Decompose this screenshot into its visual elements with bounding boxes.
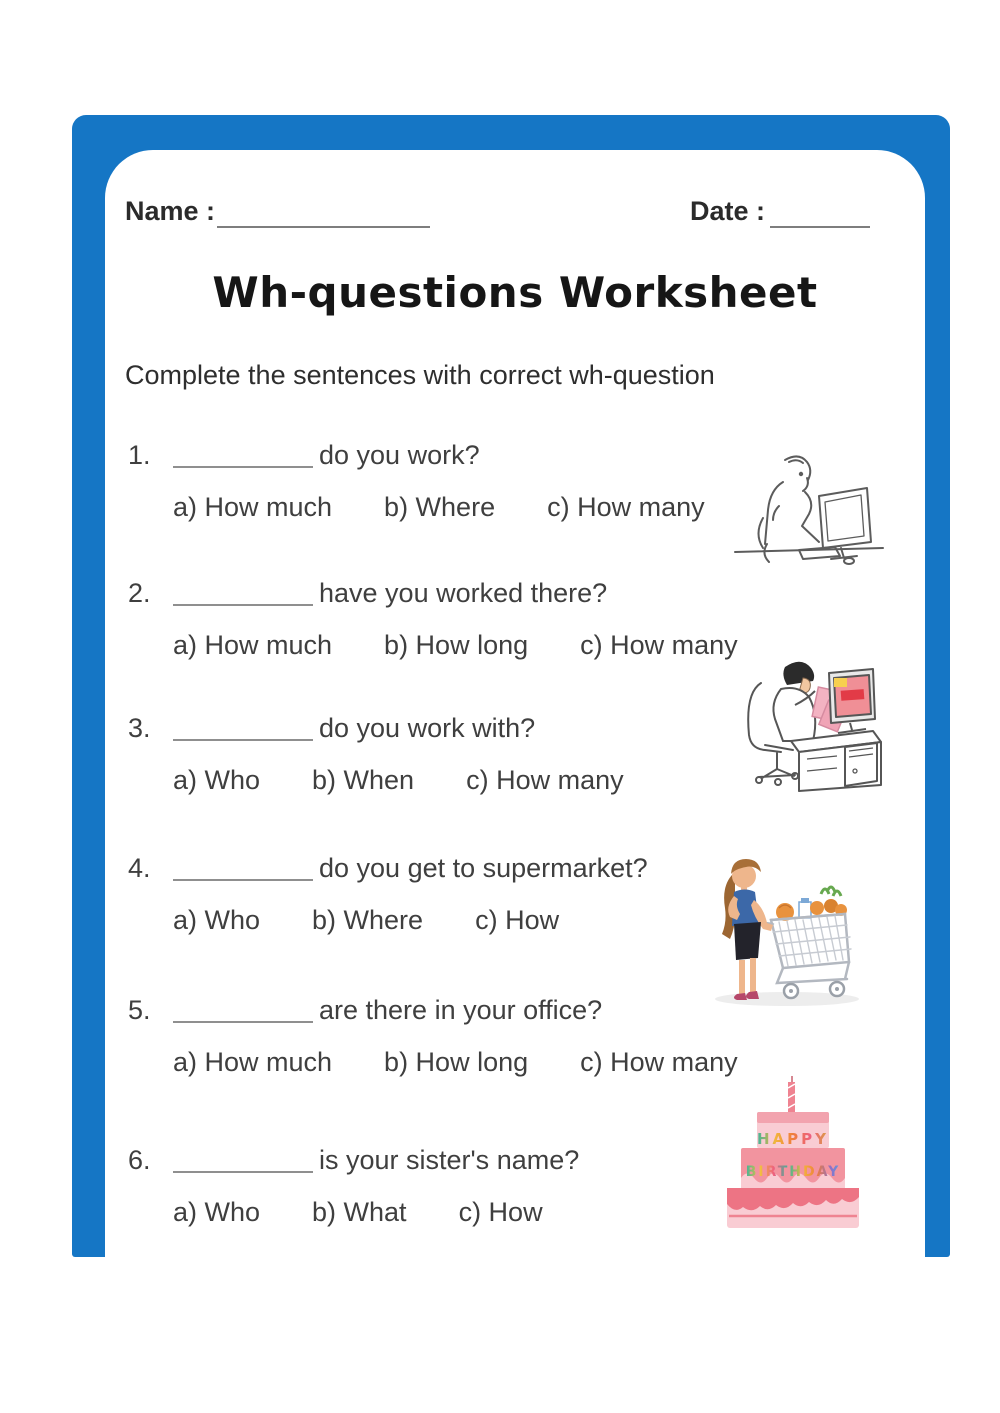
- question-text: do you get to supermarket?: [319, 853, 648, 883]
- option-a[interactable]: a) Who: [173, 765, 261, 795]
- option-b[interactable]: b) Where: [384, 492, 496, 522]
- question-text: are there in your office?: [319, 995, 603, 1025]
- option-b[interactable]: b) What: [312, 1197, 407, 1227]
- question-number: 3.: [128, 713, 151, 743]
- question-number: 6.: [128, 1145, 151, 1175]
- answer-blank[interactable]: [173, 440, 313, 468]
- man-at-computer-icon: [733, 448, 885, 578]
- question-text: do you work with?: [319, 713, 536, 743]
- option-c[interactable]: c) How many: [547, 492, 705, 522]
- answer-blank[interactable]: [173, 853, 313, 881]
- option-c[interactable]: c) How: [475, 905, 560, 935]
- date-answer-line[interactable]: [770, 226, 870, 228]
- cake-word-happy: HAPPY: [756, 1130, 830, 1148]
- option-c[interactable]: c) How many: [580, 630, 738, 660]
- woman-with-cart-illustration: [705, 850, 867, 1008]
- option-b[interactable]: b) Where: [312, 905, 424, 935]
- answer-blank[interactable]: [173, 1145, 313, 1173]
- answer-blank[interactable]: [173, 995, 313, 1023]
- question-text: have you worked there?: [319, 578, 608, 608]
- cake-word-birthday: BIRTHDAY: [745, 1164, 841, 1180]
- page-title: Wh-questions Worksheet: [212, 268, 818, 317]
- option-c[interactable]: c) How many: [466, 765, 624, 795]
- question-number: 2.: [128, 578, 151, 608]
- question-number: 5.: [128, 995, 151, 1025]
- option-b[interactable]: b) How long: [384, 630, 529, 660]
- option-c[interactable]: c) How many: [580, 1047, 738, 1077]
- question-number: 4.: [128, 853, 151, 883]
- birthday-cake-illustration: [717, 1070, 869, 1230]
- question-number: 1.: [128, 440, 151, 470]
- instruction-text: Complete the sentences with correct wh-question: [125, 360, 715, 390]
- option-c[interactable]: c) How: [458, 1197, 543, 1227]
- question-text: do you work?: [319, 440, 480, 470]
- option-b[interactable]: b) How long: [384, 1047, 529, 1077]
- worksheet-card: [105, 150, 925, 1257]
- person-at-desk-illustration: [733, 645, 883, 793]
- man-at-computer-illustration: [733, 448, 885, 578]
- option-a[interactable]: a) Who: [173, 905, 261, 935]
- answer-blank[interactable]: [173, 713, 313, 741]
- name-answer-line[interactable]: [217, 226, 430, 228]
- option-b[interactable]: b) When: [312, 765, 415, 795]
- option-a[interactable]: a) Who: [173, 1197, 261, 1227]
- person-at-desk-icon: [733, 645, 883, 793]
- birthday-cake-icon: [717, 1070, 869, 1230]
- question-text: is your sister's name?: [319, 1145, 580, 1175]
- answer-blank[interactable]: [173, 578, 313, 606]
- option-a[interactable]: a) How much: [173, 492, 333, 522]
- option-a[interactable]: a) How much: [173, 630, 333, 660]
- date-label: Date :: [690, 196, 766, 226]
- option-a[interactable]: a) How much: [173, 1047, 333, 1077]
- woman-with-cart-icon: [705, 850, 867, 1008]
- name-label: Name :: [125, 196, 216, 226]
- blue-border-frame: [72, 115, 950, 1257]
